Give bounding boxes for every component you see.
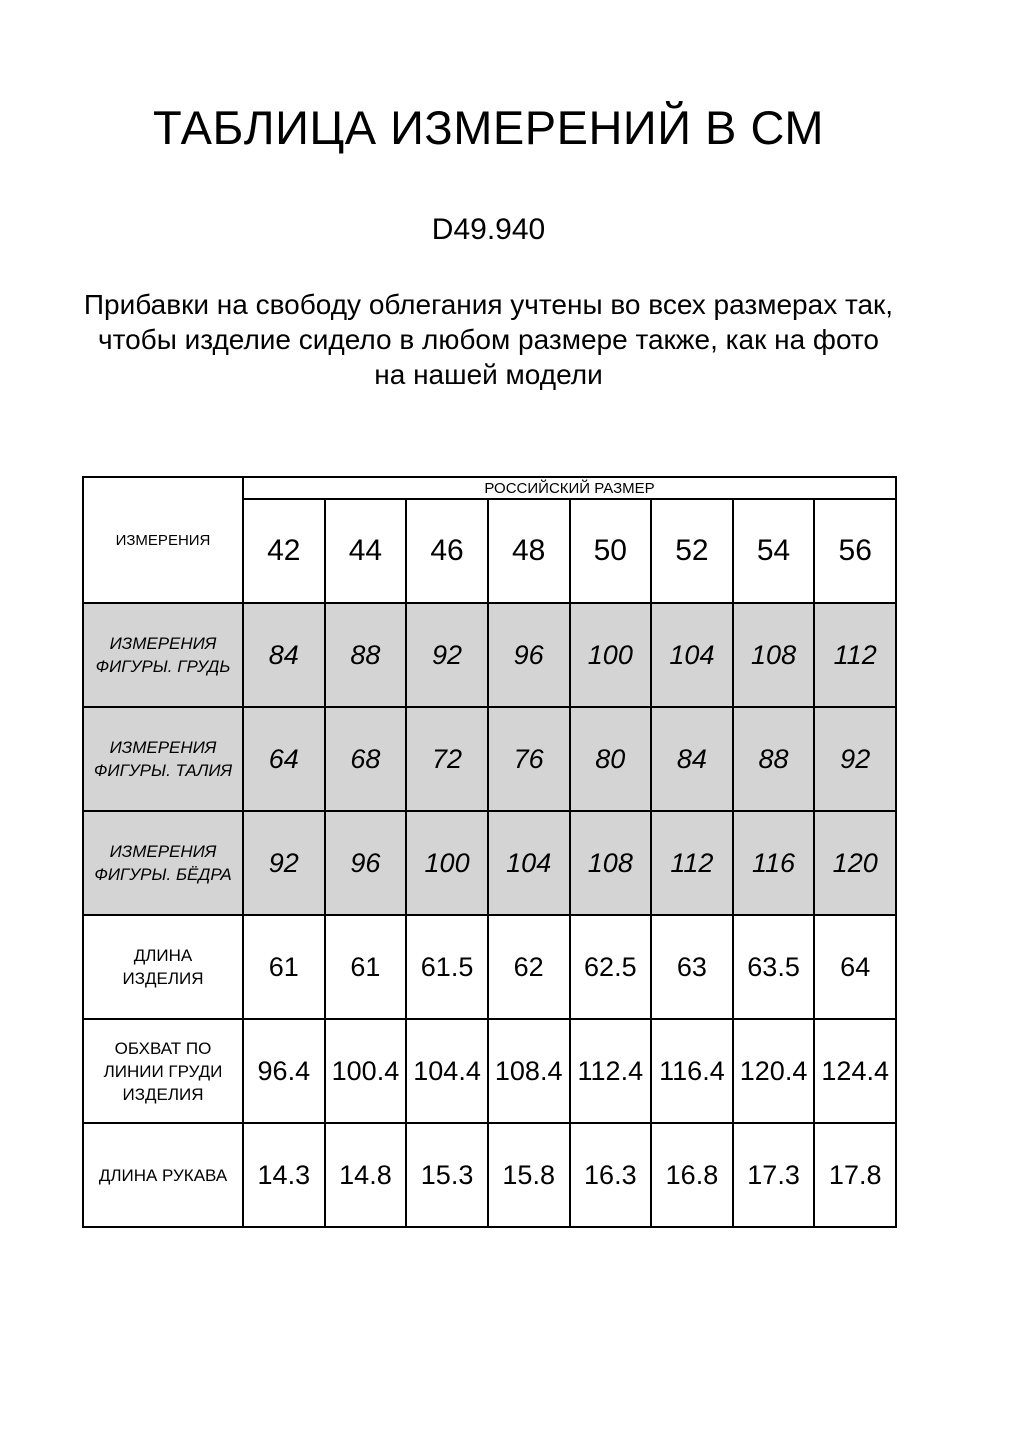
page-title: ТАБЛИЦА ИЗМЕРЕНИЙ В СМ bbox=[152, 101, 825, 154]
table-row bbox=[83, 1123, 896, 1227]
value-cell: 96 bbox=[325, 811, 407, 915]
value-cell: 72 bbox=[406, 707, 488, 811]
value-cell: 100 bbox=[406, 811, 488, 915]
value-cell: 15.8 bbox=[488, 1123, 570, 1227]
value-cell: 15.3 bbox=[406, 1123, 488, 1227]
value-cell: 92 bbox=[814, 707, 896, 811]
value-cell: 116.4 bbox=[651, 1019, 733, 1123]
table-row bbox=[83, 811, 896, 915]
row-label: ИЗМЕРЕНИЯ ФИГУРЫ. БЁДРА bbox=[83, 811, 243, 915]
row-label: ДЛИНА ИЗДЕЛИЯ bbox=[83, 915, 243, 1019]
value-cell: 112 bbox=[814, 603, 896, 707]
fit-note: Прибавки на свободу облегания учтены во всех размерах так, чтобы изделие сидело в любом размере также, как на фото на нашей модели bbox=[83, 289, 894, 390]
document-content bbox=[82, 0, 895, 1228]
value-cell: 88 bbox=[733, 707, 815, 811]
table-row bbox=[83, 915, 896, 1019]
size-header-50: 50 bbox=[570, 499, 652, 603]
value-cell: 16.8 bbox=[651, 1123, 733, 1227]
row-label: ИЗМЕРЕНИЯ ФИГУРЫ. ГРУДЬ bbox=[83, 603, 243, 707]
value-cell: 17.8 bbox=[814, 1123, 896, 1227]
value-cell: 112.4 bbox=[570, 1019, 652, 1123]
row-label: ИЗМЕРЕНИЯ ФИГУРЫ. ТАЛИЯ bbox=[83, 707, 243, 811]
value-cell: 80 bbox=[570, 707, 652, 811]
size-header-48: 48 bbox=[488, 499, 570, 603]
value-cell: 14.8 bbox=[325, 1123, 407, 1227]
value-cell: 92 bbox=[406, 603, 488, 707]
value-cell: 108 bbox=[570, 811, 652, 915]
value-cell: 17.3 bbox=[733, 1123, 815, 1227]
value-cell: 116 bbox=[733, 811, 815, 915]
size-header-56: 56 bbox=[814, 499, 896, 603]
value-cell: 88 bbox=[325, 603, 407, 707]
value-cell: 120.4 bbox=[733, 1019, 815, 1123]
model-code: D49.940 bbox=[431, 213, 546, 246]
table-row bbox=[83, 707, 896, 811]
value-cell: 100 bbox=[570, 603, 652, 707]
value-cell: 14.3 bbox=[243, 1123, 325, 1227]
value-cell: 63.5 bbox=[733, 915, 815, 1019]
value-cell: 96.4 bbox=[243, 1019, 325, 1123]
value-cell: 68 bbox=[325, 707, 407, 811]
group-header: РОССИЙСКИЙ РАЗМЕР bbox=[243, 477, 896, 499]
value-cell: 16.3 bbox=[570, 1123, 652, 1227]
table-row bbox=[83, 603, 896, 707]
value-cell: 61 bbox=[243, 915, 325, 1019]
value-cell: 84 bbox=[243, 603, 325, 707]
value-cell: 100.4 bbox=[325, 1019, 407, 1123]
row-label: ОБХВАТ ПО ЛИНИИ ГРУДИ ИЗДЕЛИЯ bbox=[83, 1019, 243, 1123]
size-header-54: 54 bbox=[733, 499, 815, 603]
table-row bbox=[83, 1019, 896, 1123]
value-cell: 76 bbox=[488, 707, 570, 811]
value-cell: 108.4 bbox=[488, 1019, 570, 1123]
corner-header: ИЗМЕРЕНИЯ bbox=[83, 477, 243, 603]
size-header-46: 46 bbox=[406, 499, 488, 603]
value-cell: 61 bbox=[325, 915, 407, 1019]
value-cell: 92 bbox=[243, 811, 325, 915]
size-header-52: 52 bbox=[651, 499, 733, 603]
value-cell: 61.5 bbox=[406, 915, 488, 1019]
value-cell: 96 bbox=[488, 603, 570, 707]
row-label: ДЛИНА РУКАВА bbox=[83, 1123, 243, 1227]
value-cell: 63 bbox=[651, 915, 733, 1019]
size-header-42: 42 bbox=[243, 499, 325, 603]
value-cell: 112 bbox=[651, 811, 733, 915]
value-cell: 124.4 bbox=[814, 1019, 896, 1123]
value-cell: 104.4 bbox=[406, 1019, 488, 1123]
size-header-44: 44 bbox=[325, 499, 407, 603]
group-header-row bbox=[83, 477, 896, 499]
value-cell: 64 bbox=[243, 707, 325, 811]
value-cell: 64 bbox=[814, 915, 896, 1019]
value-cell: 120 bbox=[814, 811, 896, 915]
value-cell: 104 bbox=[488, 811, 570, 915]
value-cell: 108 bbox=[733, 603, 815, 707]
value-cell: 84 bbox=[651, 707, 733, 811]
value-cell: 62 bbox=[488, 915, 570, 1019]
size-table bbox=[82, 476, 897, 1228]
value-cell: 104 bbox=[651, 603, 733, 707]
value-cell: 62.5 bbox=[570, 915, 652, 1019]
